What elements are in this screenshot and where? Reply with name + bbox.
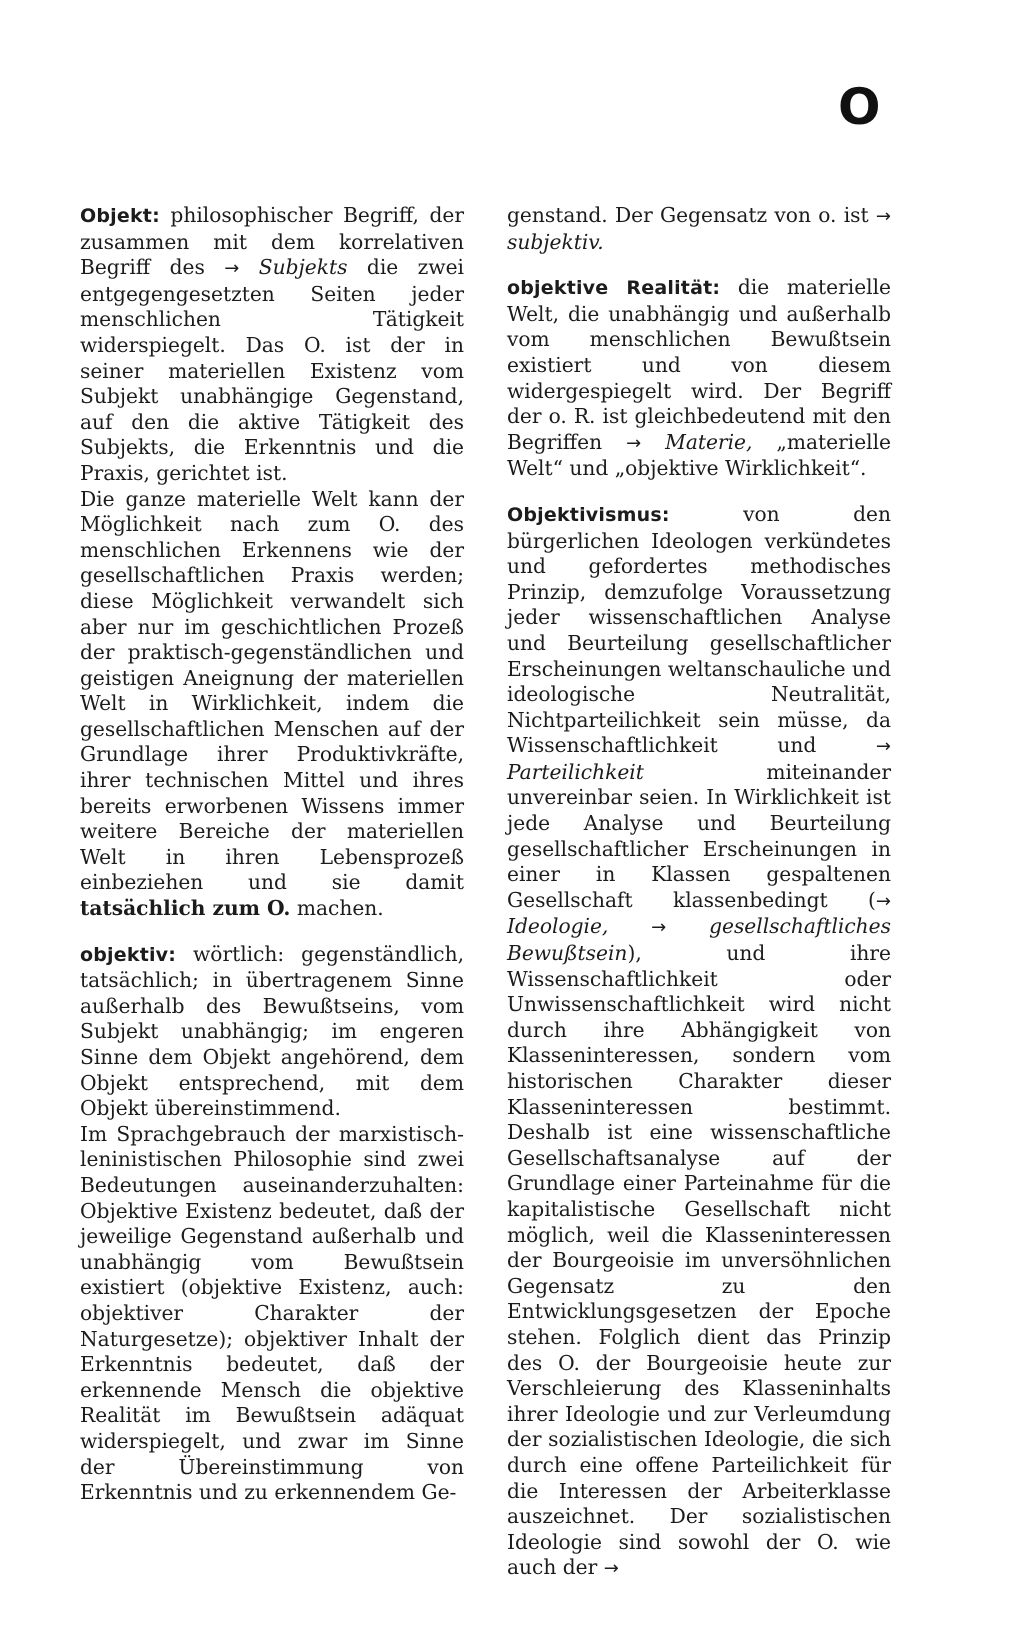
cross-reference-subjektiv: subjektiv. <box>507 229 604 254</box>
objekt-p2-text-a: Die ganze materielle Welt kann der Möglichkeit nach zum O. des menschlichen Erkennens wie der gesellschaftlichen Praxis werden; diese Möglichkeit verwandelt sich aber nur im geschichtlichen Prozeß der praktisch-gegenständlichen und geistigen Aneignung der materiellen Welt in Wirklichkeit, indem die gesellschaftlichen Menschen auf der Grundlage ihrer Produktivkräfte, ihrer technischen Mittel und ihres bereits erworbenen Wissens immer weitere Bereiche der materiellen Welt in ihren Lebensprozeß einbeziehen und sie damit <box>80 486 464 895</box>
entry-objekt-paragraph-2 <box>80 487 464 922</box>
cross-reference-parteilichkeit: Parteilichkeit <box>507 759 644 784</box>
headword-objektive-realitaet: objektive Realität: <box>507 277 721 300</box>
objekt-text-a: philosophischer Begriff, der zusammen mit dem korrelativen Begriff des <box>80 203 464 280</box>
entry-objekt <box>80 203 464 922</box>
realitaet-text-b: „materielle Welt“ und „objektive Wirklichkeit“. <box>507 429 891 481</box>
objekt-p2-emphasis: tatsächlich zum O. <box>80 896 291 921</box>
objekt-text-b: die zwei entgegengesetzten Seiten jeder menschlichen Tätigkeit widerspiegelt. Das O. ist der in seiner materiellen Existenz vom Subjekt unabhängige Gegenstand, auf den die aktive Tätigkeit des Subjekts, die Erkenntnis und die Praxis, gerichtet ist. <box>80 255 464 485</box>
objektiv-continued-text <box>507 203 891 255</box>
entry-objektive-realitaet-definition <box>507 275 891 482</box>
section-letter: O <box>838 78 881 136</box>
headword-objekt: Objekt: <box>80 205 160 227</box>
cross-reference-gesellschaftliches-bewusstsein: gesellschaftliches Bewußtsein <box>507 914 891 966</box>
cross-reference-subjekts: Subjekts <box>239 255 348 280</box>
cross-reference-ideologie: Ideologie, <box>507 914 652 939</box>
headword-objektiv: objektiv: <box>80 943 177 966</box>
cross-reference-arrow-icon: → <box>875 736 891 758</box>
objektivismus-text-b: miteinander unvereinbar seien. In Wirklichkeit ist jede Analyse und Beurteilung gesellschaftlicher Erscheinungen in einer in Klassen gespaltenen Gesellschaft klassenbedingt ( <box>507 759 891 912</box>
objektiv-cont-text: genstand. Der Gegensatz von o. ist <box>507 203 876 227</box>
objektivismus-text-a: von den bürgerlichen Ideologen verkündetes und gefordertes methodisches Prinzip, demzufolge Voraussetzung jeder wissenschaftlichen Analyse und Beurteilung gesellschaftlicher Erscheinungen weltanschauliche und ideologische Neutralität, Nichtparteilichkeit sein müsse, da Wissenschaftlichkeit und <box>507 501 891 758</box>
cross-reference-arrow-icon: → <box>626 432 642 454</box>
entry-objektiv-continued <box>507 203 891 255</box>
entry-objektivismus-definition <box>507 502 891 1582</box>
objektiv-text: wörtlich: gegenständlich, tatsächlich; in übertragenem Sinne außerhalb des Bewußtseins, vom Subjekt unabhängig; im engeren Sinne dem Objekt angehörend, dem Objekt entsprechend, mit dem Objekt übereinstimmend. <box>80 941 464 1121</box>
cross-reference-arrow-icon: → <box>651 917 667 939</box>
entry-objektiv <box>80 942 464 1506</box>
cross-reference-arrow-icon: → <box>875 206 891 227</box>
cross-reference-arrow-icon: → <box>875 890 891 912</box>
cross-reference-arrow-icon: → <box>603 1558 619 1580</box>
entry-objektivismus <box>507 502 891 1582</box>
entry-objektiv-definition <box>80 942 464 1122</box>
entry-objektive-realitaet <box>507 275 891 482</box>
cross-reference-arrow-icon: → <box>224 258 240 280</box>
headword-objektivismus: Objektivismus: <box>507 503 670 526</box>
objektivismus-text-c: ), und ihre Wissenschaftlichkeit oder Unwissenschaftlichkeit wird nicht durch ihre Abhängigkeit von Klasseninteressen, sondern vom historischen Charakter dieser Klasseninteressen bestimmt. Deshalb ist eine wissenschaftliche Gesellschaftsanalyse auf der Grundlage einer Parteinahme für die kapitalistische Gesellschaft nicht möglich, weil die Klasseninteressen der Bourgeoisie im unversöhnlichen Gegensatz zu den Entwicklungsgesetzen der Epoche stehen. Folglich dient das Prinzip des O. der Bourgeoisie heute zur Verschleierung des Klasseninhalts ihrer Ideologie und zur Verleumdung der sozialistischen Ideologie, die sich durch eine offene Parteilichkeit für die Interessen der Arbeiterklasse auszeichnet. Der sozialistischen Ideologie sind sowohl der O. wie auch der <box>507 941 891 1580</box>
entry-objektiv-paragraph-2: Im Sprachgebrauch der marxistisch-leninistischen Philosophie sind zwei Bedeutungen auseinanderzuhalten: Objektive Existenz bedeutet, daß der jeweilige Gegenstand außerhalb und unabhängig vom Bewußtsein existiert (objektive Existenz, auch: objektiver Charakter der Naturgesetze); objektiver Inhalt der Erkenntnis bedeutet, daß der erkennende Mensch die objektive Realität im Bewußtsein adäquat widerspiegelt, und zwar im Sinne der Übereinstimmung von Erkenntnis und zu erkennendem Ge- <box>80 1121 464 1505</box>
realitaet-text-a: die materielle Welt, die unabhängig und außerhalb vom menschlichen Bewußtsein existiert und von diesem widergespiegelt wird. Der Begriff der o. R. ist gleichbedeutend mit den Begriffen <box>507 275 892 454</box>
objekt-p2-text-b: machen. <box>290 896 384 921</box>
right-column <box>507 203 891 1602</box>
left-column <box>80 203 464 1526</box>
cross-reference-materie: Materie, <box>641 429 753 454</box>
entry-objekt-definition <box>80 203 464 487</box>
